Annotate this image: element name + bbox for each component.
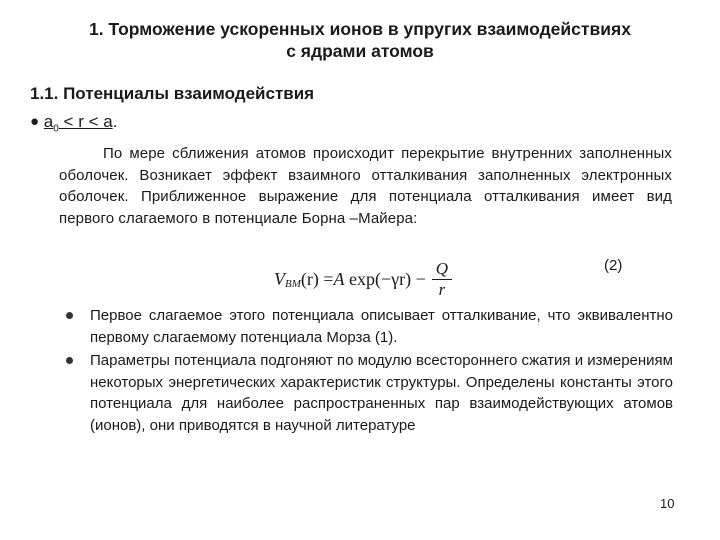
fraction-denominator: r — [438, 279, 446, 299]
formula-arg: (r) = — [300, 268, 334, 289]
bullet-dot-icon: ● — [30, 113, 40, 130]
equation-number: (2) — [604, 257, 623, 274]
formula-lhs: V — [274, 268, 285, 289]
born-mayer-formula — [274, 258, 452, 300]
formula-lhs-subscript: BM — [285, 278, 301, 290]
fraction-numerator: Q — [432, 259, 452, 280]
formula-exp: exp(−γr) − — [349, 268, 426, 289]
bullet-list — [90, 305, 673, 438]
bullet-dot-icon — [66, 312, 73, 319]
bullet-dot-icon — [66, 357, 73, 364]
range-a0-subscript: 0 — [53, 123, 59, 135]
page-number: 10 — [660, 496, 675, 511]
list-item-text: Первое слагаемое этого потенциала описывает отталкивание, что эквивалентно первому слагаемому потенциала Морза (1). — [90, 307, 673, 346]
distance-range — [30, 112, 117, 134]
formula-fraction — [432, 259, 452, 300]
range-condition — [43, 112, 113, 135]
title-line-1: 1. Торможение ускоренных ионов в упругих взаимодействиях — [89, 19, 631, 39]
title-line-2: с ядрами атомов — [286, 41, 434, 61]
body-paragraph: По мере сближения атомов происходит перекрытие внутренних заполненных оболочек. Возникает эффект взаимного отталкивания заполненных электронных оболочек. Приближенное выражение для потенциала отталкивания имеет вид первого слагаемого в потенциале Борна –Майера: — [59, 145, 672, 227]
range-rest: < r < a — [58, 112, 113, 131]
range-a0: a — [43, 112, 54, 131]
list-item — [90, 305, 673, 348]
slide-title — [0, 18, 720, 62]
formula-coef: A — [333, 268, 345, 289]
range-end: . — [112, 112, 118, 131]
section-heading: 1.1. Потенциалы взаимодействия — [30, 84, 315, 103]
list-item-text: Параметры потенциала подгоняют по модулю всестороннего сжатия и измерениям некоторых энергетических характеристик структуры. Определены константы этого потенциала для наиболее распространенных пар взаимодействующих атомов (ионов), они приводятся в научной литературе — [90, 352, 673, 434]
list-item — [90, 350, 673, 436]
